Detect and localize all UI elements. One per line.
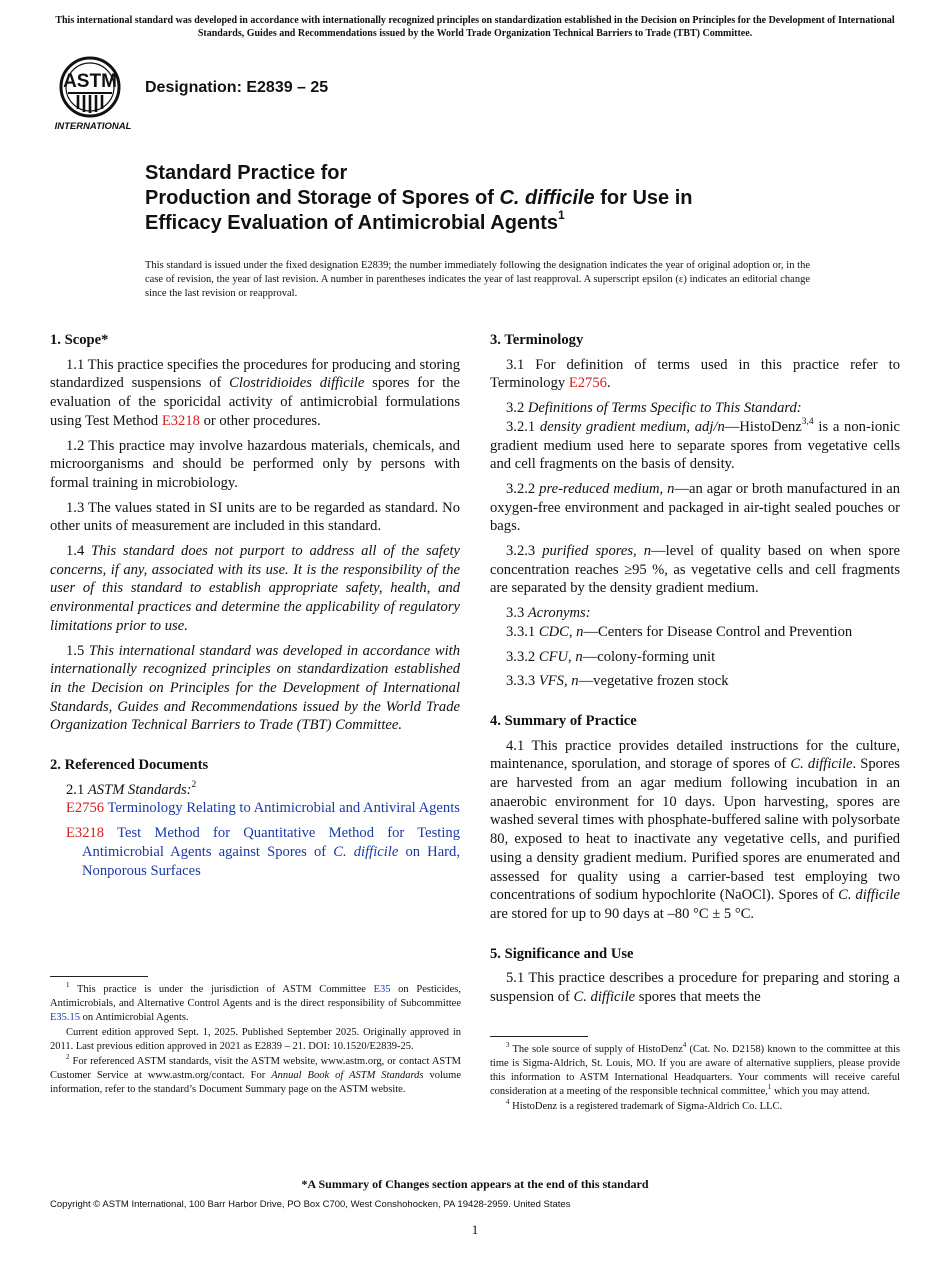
term-p33 [490,604,900,623]
astm-logo-icon [52,55,136,133]
footnote-3-sup2: 1 [767,1082,772,1091]
scope-p1-italic: Clostridioides difficile [229,375,365,392]
term-p33-num: 3.3 [506,605,528,622]
ref-e3218-title: Test Method for Quantitative Method for Testing Antimicrobial Agents against Spores of C. difficile on Hard, Nonporous Surfaces [82,825,460,879]
summary-p41-a: 4.1 This practice provides detailed instructions for the culture, maintenance, sporulation, and storage of spores of [490,737,900,773]
section-scope [50,331,460,735]
summary-of-changes-note: *A Summary of Changes section appears at the end of this standard [301,1177,649,1191]
footnote-4 [490,1097,900,1114]
term-p321-num: 3.2.1 [506,418,540,435]
term-p322-text: —an agar or broth manufactured in an oxygen-free environment and packaged in air-tight sealed pouches or bags. [490,480,900,535]
term-p332-italic: CFU, n [538,648,583,665]
term-p321 [490,418,900,474]
footnote-3 [490,1040,900,1099]
title-line-3-text: Efficacy Evaluation of Antimicrobial Agents [145,212,559,234]
footnotes-left [50,976,461,1098]
link-e35[interactable]: E35 [373,984,391,995]
footnote-4-text: HistoDenz is a registered trademark of Sigma-Aldrich Co. LLC. [509,1101,783,1112]
footnote-3-b: (Cat. No. D2158) known to the committee at this time is Sigma-Aldrich, St. Louis, MO. If you are aware of alternative suppliers, please provide this information to ASTM International Headquarters. Your comments will receive careful consideration at a meeting of the responsible technical committee, [490,1044,900,1097]
term-p31 [490,356,900,393]
designation-code: E2839 – 25 [246,79,329,96]
scope-p1-c: or other procedures. [199,412,321,429]
ref-e2756-code: E2756 [66,800,105,817]
scope-heading: 1. Scope* [50,332,109,348]
footnote-1-b: on Pesticides, Antimicrobials, and Alternative Control Agents and is the direct responsibility of Subcommittee [50,984,461,1009]
footnote-2-mark: 2 [66,1052,70,1061]
footnote-2-b: volume information, refer to the standard’s Document Summary page on the ASTM website. [50,1070,461,1095]
scope-p4 [50,542,460,636]
term-p323-italic: purified spores, n [542,543,652,560]
ref-e3218-code: E3218 [66,825,105,842]
footnote-2-a: For referenced ASTM standards, visit the ASTM website, www.astm.org, or contact ASTM Customer Service at www.astm.org/contact. For [50,1056,461,1081]
section-terminology [490,331,900,691]
link-e3218[interactable]: E3218 [161,412,200,429]
term-p31-b: . [606,375,611,392]
referenced-sub-italic: ASTM Standards: [87,781,192,798]
scope-p5-num: 1.5 [66,642,89,659]
link-e35-15[interactable]: E35.15 [50,1012,81,1023]
ref-e2756[interactable] [50,799,460,818]
significance-p51-italic: C. difficile [573,989,636,1006]
section-summary [490,712,900,924]
term-p333-italic: VFS, n [538,673,579,690]
scope-p5-italic: This international standard was developed in accordance with internationally recognized principles on standardization established in the Decision on Principles for the Development of International Standards, Guides and Recommendations issued by the World Trade Organization Technical Barriers to Trade (TBT) Committee. [50,642,461,734]
footnote-3-a: The sole source of supply of HistoDenz [509,1044,683,1055]
footnote-1-c: on Antimicrobial Agents. [80,1012,189,1023]
terminology-heading: 3. Terminology [490,332,584,348]
scope-p1-a: 1.1 This practice specifies the procedures for producing and storing standardized suspensions of [50,356,460,392]
section-significance [490,945,900,1007]
term-p321-a: —HistoDenz [724,418,802,435]
referenced-sub [50,781,460,800]
scope-p1 [50,356,460,431]
summary-p41 [490,737,900,924]
footnote-1-mark: 1 [66,980,70,989]
term-p322 [490,480,900,536]
significance-heading: 5. Significance and Use [490,945,634,962]
term-p322-num: 3.2.2 [506,480,540,497]
title-line-1: Standard Practice for [145,162,348,184]
term-p332-text: —colony-forming unit [582,648,716,665]
scope-p5 [50,642,460,736]
title-footnote-mark: 1 [558,208,565,223]
title-line-2-italic: C. difficile [499,187,595,209]
footnote-3-mark: 3 [506,1040,510,1049]
scope-p3: 1.3 The values stated in SI units are to be regarded as standard. No other units of measurement are included in this standard. [50,499,460,535]
referenced-sub-mark: 2 [191,779,197,790]
significance-p51-b: spores that meets the [635,989,761,1006]
footnote-2-italic: Annual Book of ASTM Standards [271,1070,424,1081]
page-number: 1 [471,1222,479,1237]
logo-text: ASTM [63,71,117,92]
link-e2756[interactable]: E2756 [568,375,607,392]
term-p332 [490,648,900,667]
term-p323-num: 3.2.3 [506,543,543,560]
footnote-3-sup: 4 [682,1040,687,1049]
referenced-sub-num: 2.1 [66,781,88,798]
footnote-1-edition: Current edition approved Sept. 1, 2025. Published September 2025. Originally approved in 2011. Last previous edition approved in 2021 as E2839 – 21. DOI: 10.1520/E2839-25. [50,1027,461,1052]
footnote-1 [50,980,461,1025]
left-column [50,331,460,901]
term-p333-num: 3.3.3 [506,673,539,690]
title-line-2-b: for Use in [594,187,693,209]
term-p331-text: —Centers for Disease Control and Prevention [583,623,853,640]
title-line-2-a: Production and Storage of Spores of [145,187,500,209]
term-p321-italic: density gradient medium, adj/n [539,418,725,435]
term-p323-text: —level of quality based on when spore concentration reaches ≥95 %, as vegetative cells and cell fragments are separated by the density gradient medium. [490,543,900,597]
term-p333-text: —vegetative frozen stock [578,673,729,690]
astm-logo [52,55,136,133]
copyright: Copyright © ASTM International, 100 Barr Harbor Drive, PO Box C700, West Conshohocken, PA 19428-2959. United States [50,1199,571,1210]
term-p322-italic: pre-reduced medium, n [539,480,675,497]
term-p321-b: is a non-ionic gradient medium used here to separate spores from vegetative cells and cell fragments on the basis of density. [490,418,900,473]
term-p323 [490,542,900,598]
logo-subtext: INTERNATIONAL [54,121,132,132]
title-line-2 [145,186,865,211]
scope-p1-b: spores for the evaluation of the sporicidal activity of antimicrobial formulations using Test Method [50,375,460,429]
significance-p51-a: 5.1 This practice describes a procedure for preparing and storing a suspension of [490,970,900,1006]
footnote-rule-right [490,1036,588,1037]
summary-heading: 4. Summary of Practice [490,712,637,729]
summary-p41-italic-2: C. difficile [838,887,900,904]
term-p331-num: 3.3.1 [506,623,539,640]
title-line-3 [145,208,865,236]
ref-e3218[interactable] [50,824,460,880]
document-title [145,161,865,236]
footnote-1-a: This practice is under the jurisdiction of ASTM Committee [69,984,374,995]
issue-note: This standard is issued under the fixed designation E2839; the number immediately following the designation indicates the year of original adoption or, in the case of revision, the year of last revision. A number in parentheses indicates the year of last reapproval. A superscript epsilon (ε) indicates an editorial change since the last revision or reapproval. [145,260,810,299]
ref-e2756-title: Terminology Relating to Antimicrobial and Antiviral Agents [107,800,460,817]
term-p321-mark: 3,4 [801,416,814,427]
term-p331 [490,623,900,642]
wto-notice: This international standard was developed in accordance with internationally recognized principles on standardization established in the Decision on Principles for the Development of International Standards, Guides and Recommendations issued by the World Trade Organization Technical Barriers to Trade (TBT) Committee. [55,15,895,39]
term-p32 [490,399,900,418]
term-p31-a: 3.1 For definition of terms used in this practice refer to Terminology [490,356,900,392]
summary-p41-c: are stored for up to 90 days at –80 °C ± 5 °C. [490,905,755,922]
term-p32-num: 3.2 [506,400,528,417]
designation-label: Designation: [145,79,247,96]
term-p33-italic: Acronyms: [527,605,591,622]
term-p333 [490,672,900,691]
summary-p41-italic-1: C. difficile [790,756,853,773]
footnote-2 [50,1052,461,1097]
term-p32-italic: Definitions of Terms Specific to This Standard: [527,400,802,417]
scope-p4-num: 1.4 [66,543,92,560]
term-p331-italic: CDC, n [538,623,584,640]
referenced-heading: 2. Referenced Documents [50,757,209,774]
footnotes-right [490,1036,900,1115]
term-p332-num: 3.3.2 [506,648,539,665]
scope-p2: 1.2 This practice may involve hazardous materials, chemicals, and microorganisms and should be performed only by persons with formal training in microbiology. [50,437,460,491]
footnote-3-c: which you may attend. [771,1086,870,1097]
section-referenced-documents [50,756,460,880]
footnote-rule [50,976,148,977]
right-column [490,331,900,1013]
footnote-4-mark: 4 [506,1097,510,1106]
summary-p41-b: . Spores are harvested from an agar medium following incubation in an anaerobic environment for 10 days. Upon harvesting, spores are washed several times with phosphate-buffered saline with polysorbate 80, exposed to heat to inactivate any vegetative cells, and purified using a density gradient medium. Purified spores are enumerated and assessed for quality using a carrier-based test employing two concentrations of sodium hypochlorite (NaOCl). Spores of [490,756,900,904]
designation [145,79,328,97]
significance-p51 [490,969,900,1006]
scope-p4-italic: This standard does not purport to address all of the safety concerns, if any, associated with its use. It is the responsibility of the user of this standard to establish appropriate safety, health, and environmental practices and determine the applicability of regulatory limitations prior to use. [50,543,460,634]
